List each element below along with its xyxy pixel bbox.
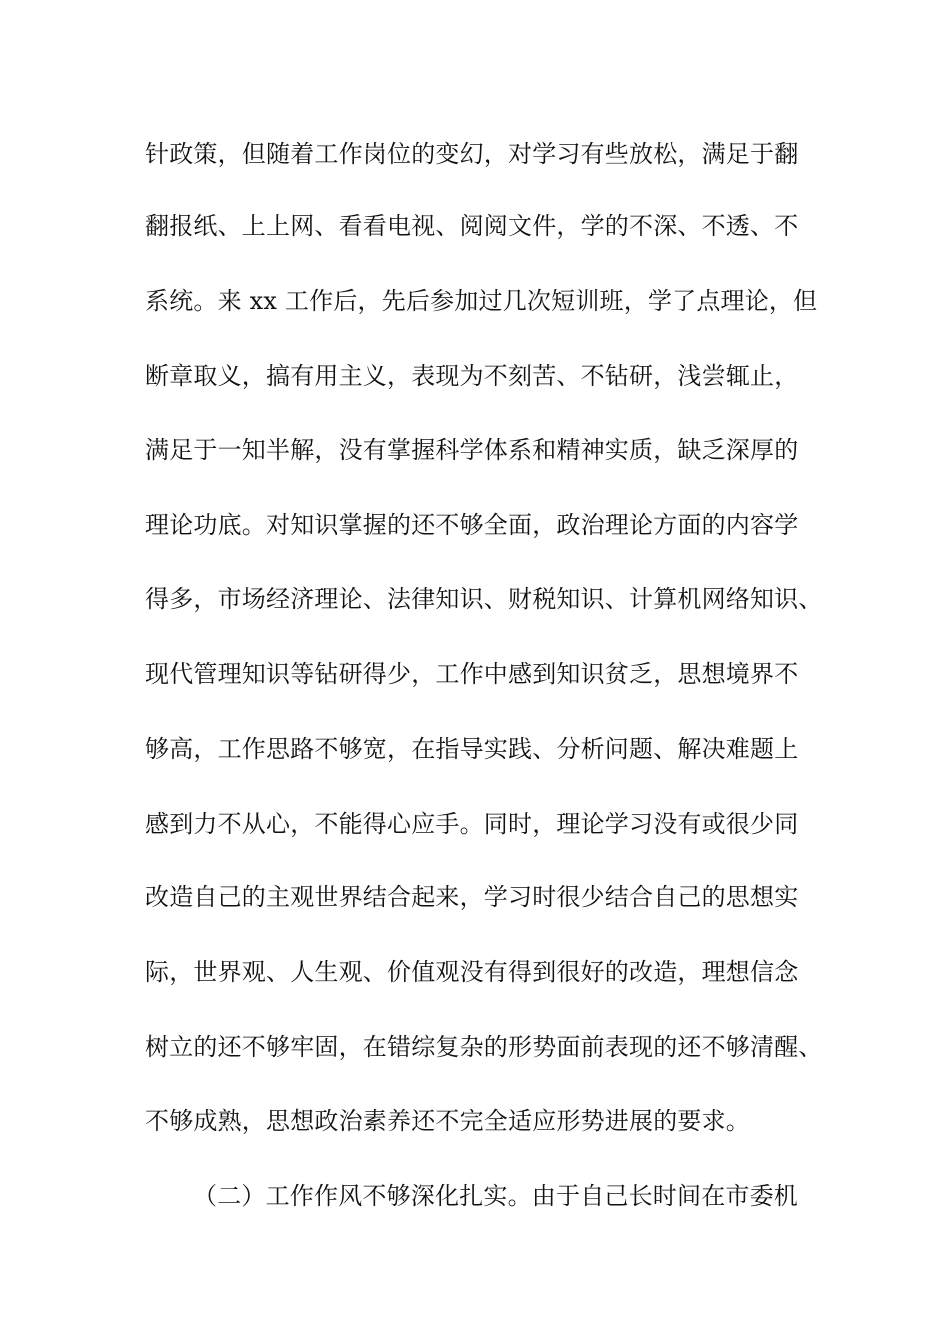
paragraph-line: 满足于一知半解，没有掌握科学体系和精神实质，缺乏深厚的 [145, 436, 799, 464]
paragraph-line: 改造自己的主观世界结合起来，学习时很少结合自己的思想实 [145, 883, 799, 911]
paragraph-line: 系统。来 xx 工作后，先后参加过几次短训班，学了点理论，但 [145, 287, 818, 315]
paragraph-line: 针政策，但随着工作岗位的变幻，对学习有些放松，满足于翻 [145, 140, 799, 168]
paragraph-line: 树立的还不够牢固，在错综复杂的形势面前表现的还不够清醒、 [145, 1033, 823, 1061]
paragraph-line: 感到力不从心，不能得心应手。同时，理论学习没有或很少同 [145, 810, 799, 838]
paragraph-line: 断章取义，搞有用主义，表现为不刻苦、不钻研，浅尝辄止， [145, 362, 799, 390]
paragraph-line: 翻报纸、上上网、看看电视、阅阅文件，学的不深、不透、不 [145, 212, 799, 240]
section-heading-line: （二）工作作风不够深化扎实。由于自己长时间在市委机 [193, 1182, 798, 1210]
paragraph-line: 不够成熟，思想政治素养还不完全适应形势进展的要求。 [145, 1107, 750, 1135]
paragraph-line: 理论功底。对知识掌握的还不够全面，政治理论方面的内容学 [145, 511, 799, 539]
paragraph-line: 现代管理知识等钻研得少，工作中感到知识贫乏，思想境界不 [145, 660, 799, 688]
paragraph-line: 够高，工作思路不够宽，在指导实践、分析问题、解决难题上 [145, 735, 799, 763]
paragraph-line: 际，世界观、人生观、价值观没有得到很好的改造，理想信念 [145, 958, 799, 986]
paragraph-line: 得多，市场经济理论、法律知识、财税知识、计算机网络知识、 [145, 585, 823, 613]
